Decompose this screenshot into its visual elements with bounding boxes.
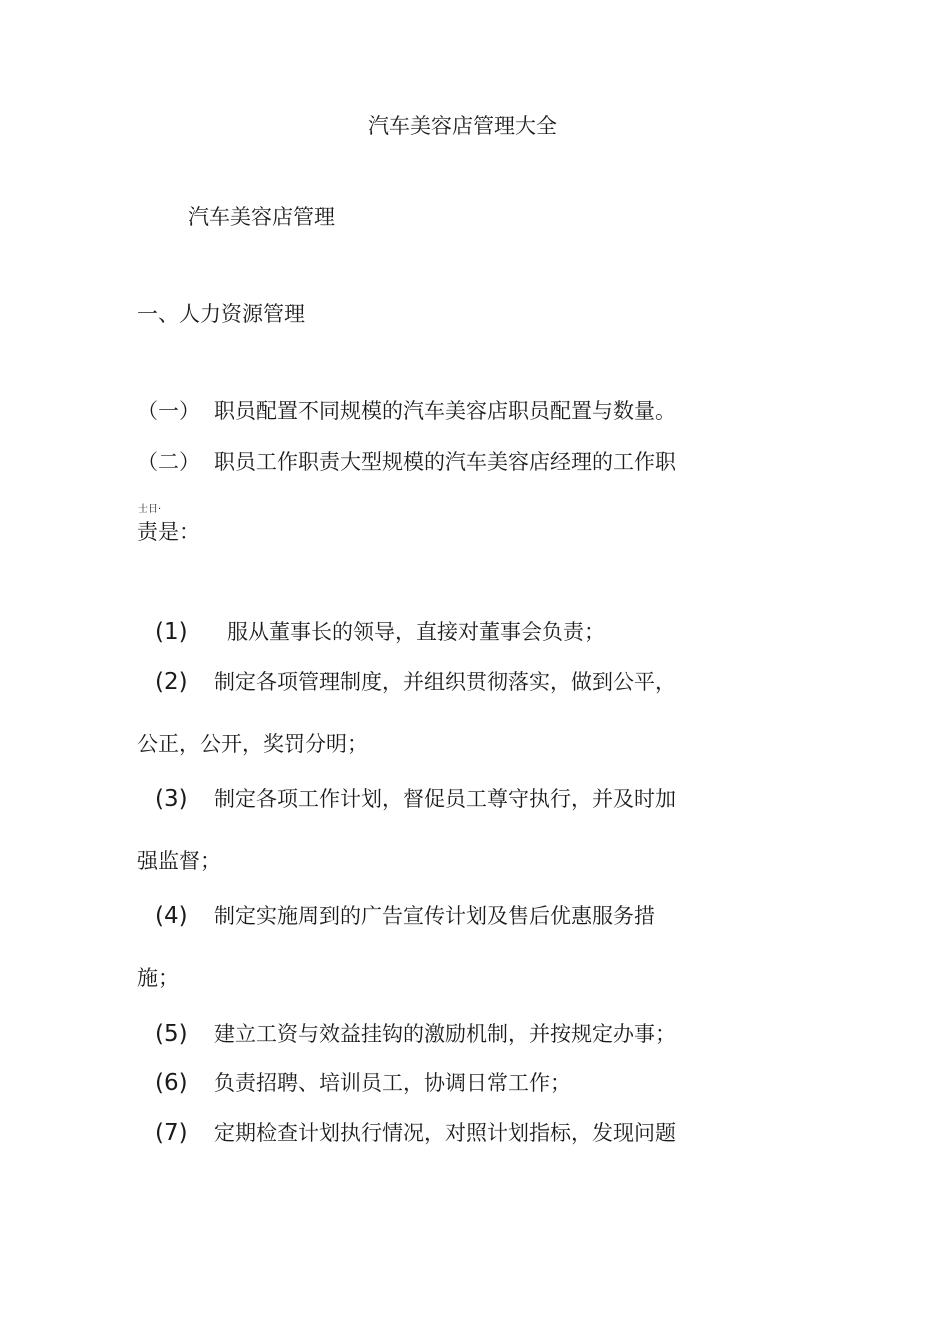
duty-marker: (5): [155, 1021, 188, 1047]
item-text: 职员工作职责大型规模的汽车美容店经理的工作职: [214, 450, 676, 474]
item-text: 职员配置不同规模的汽车美容店职员配置与数量。: [214, 399, 676, 423]
item-marker: （二）: [137, 450, 200, 474]
duty-marker: (1): [155, 619, 188, 645]
duty-text: 制定各项管理制度，并组织贯彻落实，做到公平，: [214, 670, 676, 694]
duty-continuation: 强监督；: [137, 849, 221, 873]
duty-text: 定期检查计划执行情况，对照计划指标，发现问题: [214, 1121, 676, 1145]
stray-fragment: 士日·: [138, 504, 162, 515]
duty-continuation: 公正，公开，奖罚分明；: [137, 732, 368, 756]
section-heading: 一、人力资源管理: [137, 302, 305, 326]
duty-text: 服从董事长的领导，直接对董事会负责；: [227, 620, 605, 644]
duty-marker: (6): [155, 1070, 188, 1096]
duty-continuation: 施；: [137, 966, 179, 990]
duty-marker: (3): [155, 786, 188, 812]
item-continuation: 责是：: [137, 520, 200, 544]
document-title: 汽车美容店管理大全: [368, 114, 557, 138]
duty-marker: (4): [155, 903, 188, 929]
duty-text: 制定各项工作计划，督促员工尊守执行，并及时加: [214, 787, 676, 811]
duty-marker: (2): [155, 669, 188, 695]
duty-text: 制定实施周到的广告宣传计划及售后优惠服务措: [214, 904, 655, 928]
duty-text: 建立工资与效益挂钩的激励机制，并按规定办事；: [214, 1022, 676, 1046]
duty-text: 负责招聘、培训员工，协调日常工作；: [214, 1071, 571, 1095]
duty-marker: (7): [155, 1120, 188, 1146]
item-marker: （一）: [137, 399, 200, 423]
document-subtitle: 汽车美容店管理: [188, 205, 335, 229]
